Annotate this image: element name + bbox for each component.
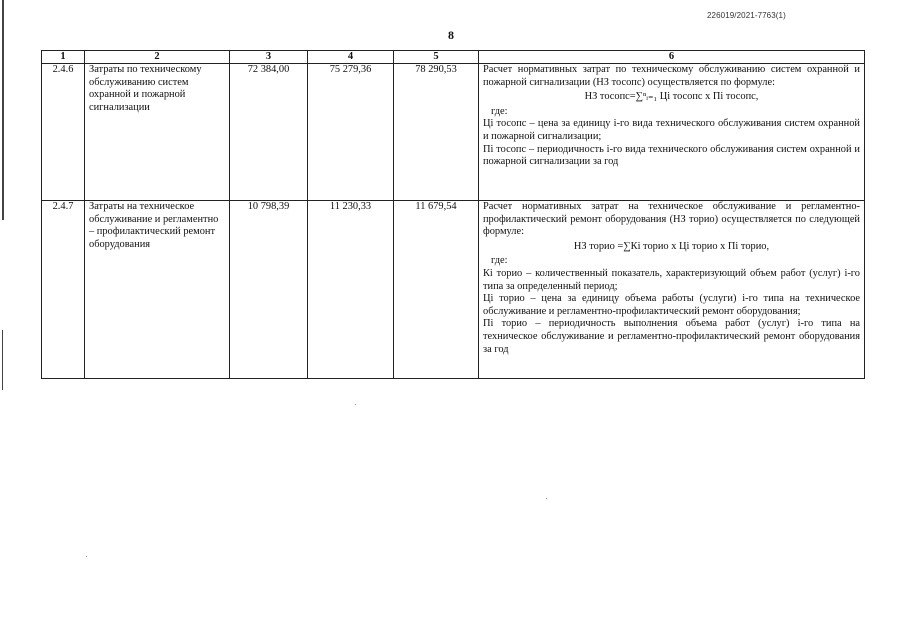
item-name: Затраты по техническому обслуживанию систем охранной и пожарной сигнализации [85,64,230,201]
column-header: 3 [230,51,308,64]
page-number: 8 [448,28,454,42]
value-year-1: 10 798,39 [230,201,308,379]
calculation-description [479,201,865,379]
table-row [42,201,865,379]
value-year-1: 72 384,00 [230,64,308,201]
description-intro: Расчет нормативных затрат по техническому обслуживанию систем охранной и пожарной сигнализации (НЗ тосопс) осуществляется по формуле: [483,64,860,88]
column-header: 5 [394,51,479,64]
column-header: 4 [308,51,394,64]
definition: Ці тосопс – цена за единицу і-го вида технического обслуживания систем охранной и пожарной сигнализации; [483,118,860,142]
document-id: 226019/2021-7763(1) [707,11,786,20]
value-year-3: 11 679,54 [394,201,479,379]
definition: Пі тосопс – периодичность і-го вида технического обслуживания систем охранной и пожарной сигнализации за год [483,143,860,168]
definition: Кі торио – количественный показатель, характеризующий объем работ (услуг) і-го типа за определенный период; [483,267,860,292]
item-code: 2.4.7 [42,201,85,379]
scan-edge-mark [2,0,4,220]
where-label: где: [491,105,508,117]
value-year-2: 11 230,33 [308,201,394,379]
scan-speck [355,404,356,405]
item-code: 2.4.6 [42,64,85,201]
table-header-row [42,51,865,64]
column-header: 2 [85,51,230,64]
scan-speck [86,556,87,557]
value-year-2: 75 279,36 [308,64,394,201]
column-header: 1 [42,51,85,64]
definition: Ці торио – цена за единицу объема работы (услуги) і-го типа на техническое обслуживание и регламентно-профилактический ремонт оборудования; [483,293,860,317]
item-name: Затраты на техническое обслуживание и регламентно – профилактический ремонт оборудования [85,201,230,379]
table-row [42,64,865,201]
cost-table [41,50,865,379]
formula: НЗ торио =∑Кі торио x Ці торио x Пі торио, [573,240,770,252]
description-intro: Расчет нормативных затрат на техническое обслуживание и регламентно-профилактический ремонт оборудования (НЗ торио) осуществляется по следующей формуле: [483,201,860,238]
scan-speck [546,498,547,499]
value-year-3: 78 290,53 [394,64,479,201]
formula: НЗ тосопс=∑ⁿᵢ₌₁ Ці тосопс x Пі тосопс, [584,91,759,103]
scan-edge-mark [2,330,3,390]
definition: Пі торио – периодичность выполнения объема работ (услуг) і-го типа на техническое обслуживание и регламентно-профилактический ремонт оборудования за год [483,318,860,355]
calculation-description [479,64,865,201]
where-label: где: [491,255,508,267]
column-header: 6 [479,51,865,64]
